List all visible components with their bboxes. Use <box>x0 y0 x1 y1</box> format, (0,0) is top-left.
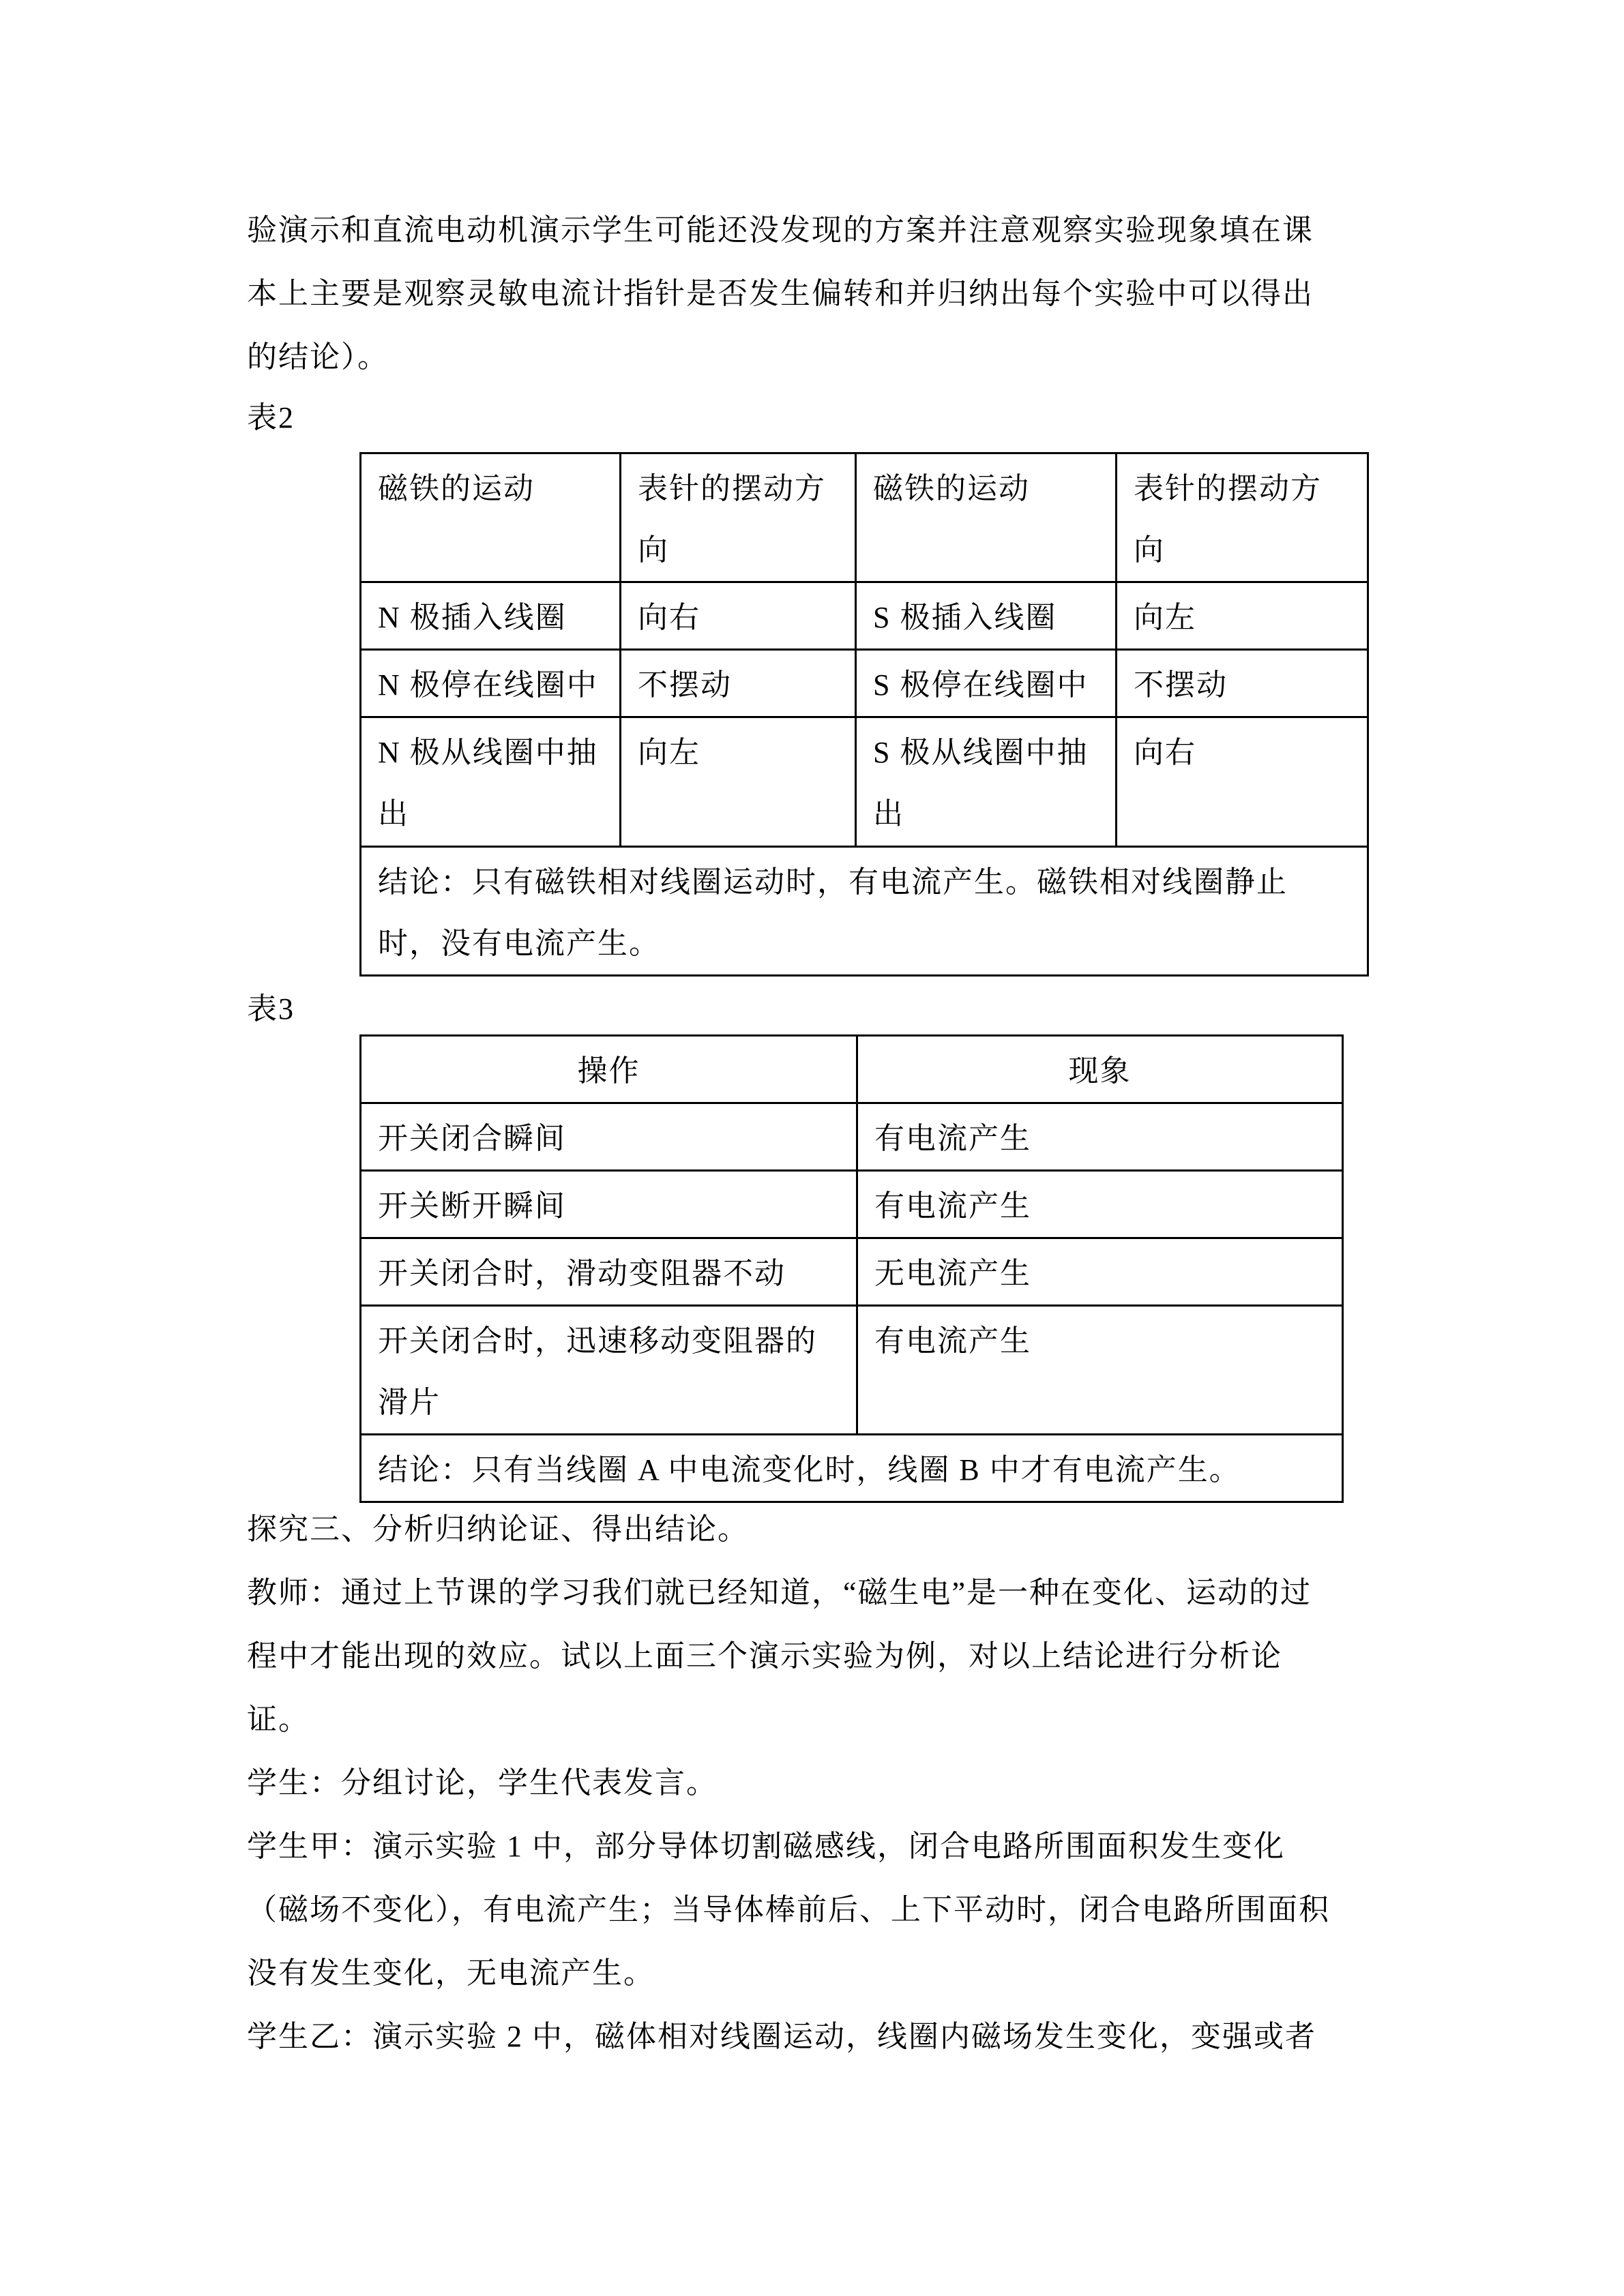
cell-line: 有电流产生 <box>874 1189 1031 1223</box>
paragraph-line: （磁场不变化），有电流产生；当导体棒前后、上下平动时，闭合电路所围面积 <box>247 1893 1330 1926</box>
table-cell <box>856 717 1117 847</box>
cell-line: 表针的摆动方 <box>638 472 826 505</box>
table-row <box>361 1435 1343 1502</box>
table-cell <box>857 1171 1343 1238</box>
paragraph-line: 证。 <box>247 1703 310 1736</box>
table2-label <box>247 386 295 449</box>
table-caption: 表2 <box>247 401 295 434</box>
table-row <box>361 1171 1343 1238</box>
table-row <box>361 847 1368 976</box>
table-cell <box>856 582 1117 650</box>
table-cell <box>621 582 856 650</box>
cell-line: 有电流产生 <box>874 1122 1031 1155</box>
table-cell <box>857 1306 1343 1435</box>
paragraph-line: 学生：分组讨论，学生代表发言。 <box>247 1766 718 1800</box>
table-cell <box>621 717 856 847</box>
table3-label <box>247 977 295 1041</box>
cell-line: 开关闭合瞬间 <box>378 1122 566 1155</box>
cell-line: S 极从线圈中抽 <box>873 736 1089 769</box>
table-row <box>361 717 1368 847</box>
paragraph-line: 学生乙：演示实验 2 中，磁体相对线圈运动，线圈内磁场发生变化，变强或者 <box>247 2020 1316 2053</box>
table-cell <box>621 650 856 717</box>
cell-line: 向左 <box>638 736 700 769</box>
cell-line: 出 <box>378 797 409 831</box>
cell-line: 向右 <box>638 601 700 634</box>
cell-line: 开关断开瞬间 <box>378 1189 566 1223</box>
table-row <box>361 1103 1343 1171</box>
paragraph-line: 学生甲：演示实验 1 中，部分导体切割磁感线，闭合电路所围面积发生变化 <box>247 1830 1285 1863</box>
cell-line: 向 <box>638 533 669 567</box>
table-header-cell <box>361 1036 857 1103</box>
paragraph-line: 程中才能出现的效应。试以上面三个演示实验为例，对以上结论进行分析论 <box>247 1639 1282 1673</box>
cell-line: N 极插入线圈 <box>378 601 567 634</box>
cell-line: S 极停在线圈中 <box>873 668 1089 702</box>
table-row <box>361 1238 1343 1306</box>
table-row <box>361 650 1368 717</box>
table-cell <box>361 582 621 650</box>
cell-line: N 极从线圈中抽 <box>378 736 598 769</box>
cell-line: 开关闭合时，滑动变阻器不动 <box>378 1257 786 1290</box>
table-cell <box>1117 650 1368 717</box>
paragraph-line: 本上主要是观察灵敏电流计指针是否发生偏转和并归纳出每个实验中可以得出 <box>247 277 1314 310</box>
table-cell <box>361 1103 857 1171</box>
paragraph-line: 探究三、分析归纳论证、得出结论。 <box>247 1512 749 1546</box>
table-row <box>361 1306 1343 1435</box>
cell-line: 向右 <box>1134 736 1196 769</box>
paragraph-line: 验演示和直流电动机演示学生可能还没发现的方案并注意观察实验现象填在课 <box>247 213 1314 247</box>
cell-line: 向 <box>1134 533 1165 567</box>
table-conclusion-cell <box>361 1435 1343 1502</box>
table-header-cell <box>857 1036 1343 1103</box>
table-cell <box>856 453 1117 582</box>
table-cell <box>856 650 1117 717</box>
paragraph-line: 教师：通过上节课的学习我们就已经知道，“磁生电”是一种在变化、运动的过 <box>247 1576 1312 1609</box>
cell-line: 出 <box>873 797 904 831</box>
cell-line: 不摆动 <box>638 668 732 702</box>
cell-line: N 极停在线圈中 <box>378 668 598 702</box>
table-cell <box>621 453 856 582</box>
cell-line: 无电流产生 <box>874 1257 1031 1290</box>
table-2 <box>359 452 1369 976</box>
table-row <box>361 1036 1343 1103</box>
table-3 <box>359 1034 1344 1503</box>
table-cell <box>361 1171 857 1238</box>
table-cell <box>857 1238 1343 1306</box>
cell-line: 结论：只有当线圈 A 中电流变化时，线圈 B 中才有电流产生。 <box>378 1453 1241 1487</box>
table-cell <box>361 717 621 847</box>
table-row <box>361 582 1368 650</box>
paragraph-line: 的结论）。 <box>247 340 389 374</box>
table-conclusion-cell <box>361 847 1368 976</box>
cell-line: 表针的摆动方 <box>1134 472 1322 505</box>
cell-line: 不摆动 <box>1134 668 1228 702</box>
cell-line: 开关闭合时，迅速移动变阻器的 <box>378 1324 817 1358</box>
cell-line: 结论：只有磁铁相对线圈运动时，有电流产生。磁铁相对线圈静止 <box>378 865 1288 899</box>
cell-line: 有电流产生 <box>874 1324 1031 1358</box>
discussion-paragraphs <box>247 1497 1330 2068</box>
intro-paragraph <box>247 198 1314 389</box>
table-cell <box>1117 717 1368 847</box>
cell-line: 现象 <box>1068 1054 1132 1088</box>
table-cell <box>361 1306 857 1435</box>
cell-line: S 极插入线圈 <box>873 601 1057 634</box>
table-row <box>361 453 1368 582</box>
cell-line: 向左 <box>1134 601 1196 634</box>
table-cell <box>857 1103 1343 1171</box>
table-cell <box>361 453 621 582</box>
table-cell <box>1117 582 1368 650</box>
cell-line: 操作 <box>577 1054 640 1088</box>
cell-line: 滑片 <box>378 1386 441 1419</box>
cell-line: 磁铁的运动 <box>873 472 1030 505</box>
table-caption: 表3 <box>247 992 295 1026</box>
table-cell <box>361 650 621 717</box>
cell-line: 时，没有电流产生。 <box>378 927 660 960</box>
cell-line: 磁铁的运动 <box>378 472 535 505</box>
table-cell <box>1117 453 1368 582</box>
table-cell <box>361 1238 857 1306</box>
paragraph-line: 没有发生变化，无电流产生。 <box>247 1956 655 1990</box>
